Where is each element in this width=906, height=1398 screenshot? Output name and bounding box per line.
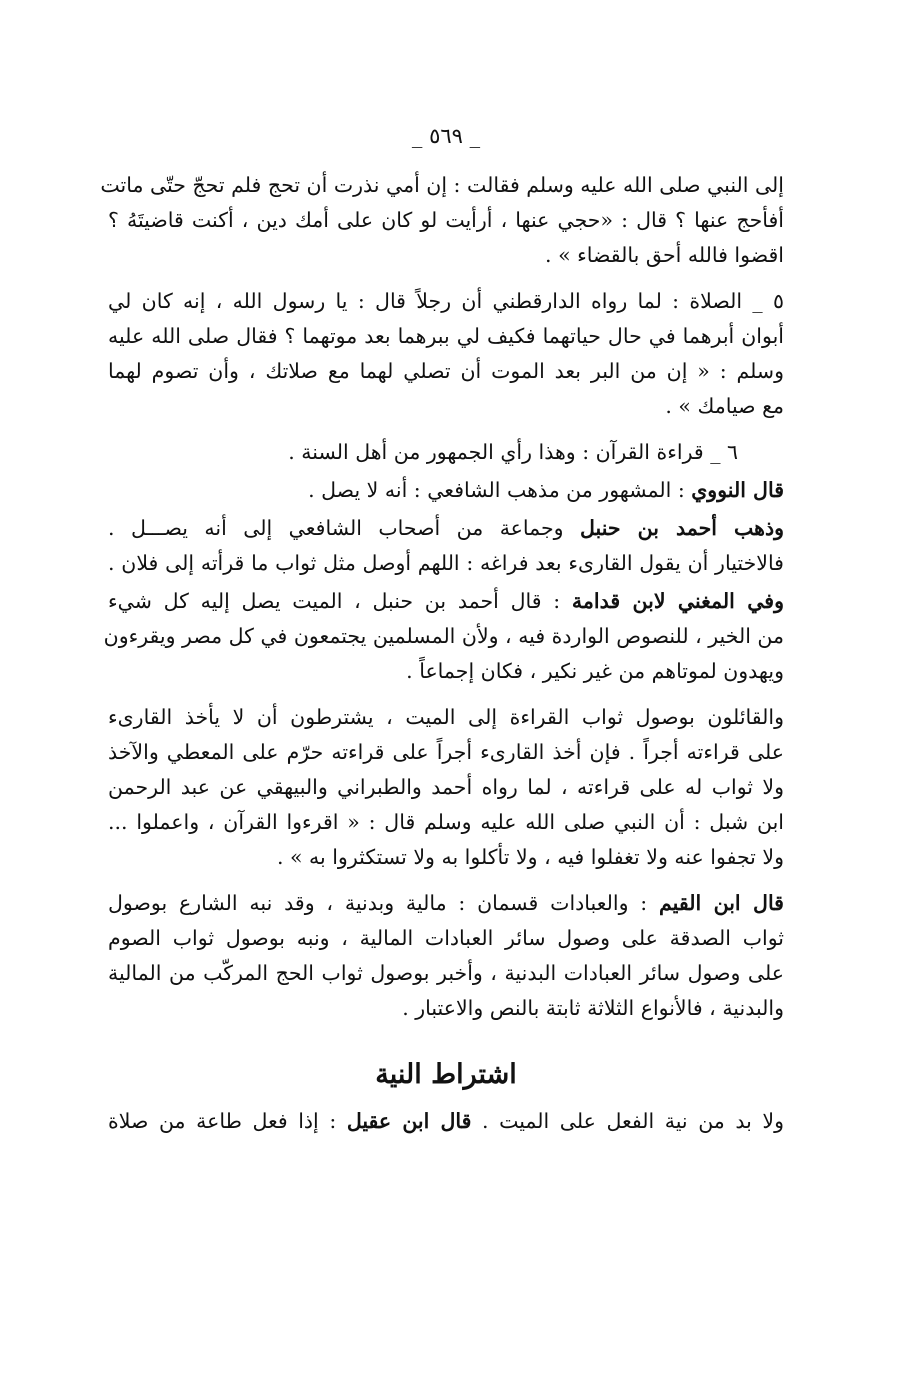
text-line: ٥ _ الصلاة : لما رواه الدارقطني أن رجلاً قال : يا رسول الله ، إنه كان لي — [108, 289, 784, 313]
text-line: ابن شبل : أن النبي صلى الله عليه وسلم قال : « اقرءوا القرآن ، واعملوا ... — [108, 810, 784, 834]
text-line: على قراءته أجراً . فإن أخذ القارىء أجراً على قراءته حرّم على المعطي والآخذ — [108, 740, 784, 764]
text-line: وسلم : « إن من البر بعد الموت أن تصلي لهما مع صلاتك ، وأن تصوم لهما — [108, 359, 784, 383]
paragraph-intention — [108, 1104, 784, 1139]
text-span: وجماعة من أصحاب الشافعي إلى أنه يصـــل . — [108, 516, 581, 540]
paragraph-prayer — [108, 284, 784, 424]
text-span: : قال أحمد بن حنبل ، الميت يصل إليه كل شيء — [108, 589, 572, 613]
text-line: مع صيامك » . — [665, 394, 784, 418]
paragraph-nawawi — [108, 473, 784, 508]
text-line: والقائلون بوصول ثواب القراءة إلى الميت ، يشترطون أن لا يأخذ القارىء — [108, 705, 784, 729]
text-line: ٦ _ قراءة القرآن : وهذا رأي الجمهور من أهل السنة . — [288, 440, 738, 464]
text-line: ولا ثواب له على قراءته ، لما رواه أحمد والطبراني والبيهقي عن عبد الرحمن — [108, 775, 784, 799]
section-heading: اشتراط النية — [375, 1059, 517, 1090]
text-line: أبوان أبرهما في حال حياتهما فكيف لي ببرهما بعد موتهما ؟ فقال صلى الله عليه — [108, 324, 784, 348]
text-line: ويهدون لموتاهم من غير نكير ، فكان إجماعاً . — [406, 659, 784, 683]
text-span: ولا بد من نية الفعل على الميت . — [471, 1109, 784, 1133]
paragraph-quran-reading — [108, 435, 784, 470]
page-number: _ ٥٦٩ _ — [411, 124, 481, 148]
text-line: من الخير ، للنصوص الواردة فيه ، ولأن المسلمين يجتمعون في كل مصر ويقرءون — [103, 624, 784, 648]
bold-phrase: قال ابن القيم — [659, 891, 784, 915]
text-line: فالاختيار أن يقول القارىء بعد فراغه : اللهم أوصل مثل ثواب ما قرأته إلى فلان . — [108, 551, 784, 575]
text-line: اقضوا فالله أحق بالقضاء » . — [545, 243, 784, 267]
text-span: : المشهور من مذهب الشافعي : أنه لا يصل . — [308, 478, 692, 502]
text-line: ثواب الصدقة على وصول سائر العبادات المالية ، ونبه بوصول ثواب الصوم — [108, 926, 784, 950]
paragraph-hajj-hadith — [100, 168, 784, 273]
text-line — [108, 1104, 784, 1139]
text-line: أفأحج عنها ؟ قال : «حجي عنها ، أرأيت لو كان على أمك دين ، أكنت قاضيتَهُ ؟ — [108, 208, 784, 232]
text-line: ولا تجفوا عنه ولا تغفلوا فيه ، ولا تأكلوا به ولا تستكثروا به » . — [276, 845, 784, 869]
text-line — [108, 886, 784, 921]
book-page — [100, 118, 784, 1150]
bold-phrase: قال النووي — [691, 478, 784, 502]
text-span: : والعبادات قسمان : مالية وبدنية ، وقد نبه الشارع بوصول — [108, 891, 660, 915]
text-line: والبدنية ، فالأنواع الثلاثة ثابتة بالنص والاعتبار . — [402, 996, 784, 1020]
text-line — [108, 473, 784, 508]
text-line: إلى النبي صلى الله عليه وسلم فقالت : إن أمي نذرت أن تحج فلم تحجّ حتّى ماتت — [100, 173, 784, 197]
text-line — [108, 584, 784, 619]
paragraph-ahmad — [108, 511, 784, 581]
bold-phrase: وذهب أحمد بن حنبل — [580, 516, 784, 540]
text-span: : إذا فعل طاعة من صلاة — [108, 1109, 347, 1133]
text-line: على وصول سائر العبادات البدنية ، وأخبر بوصول ثواب الحج المركّب من المالية — [108, 961, 784, 985]
bold-phrase: وفي المغني لابن قدامة — [571, 589, 784, 613]
paragraph-reciter-wage — [108, 700, 784, 875]
paragraph-mughni — [103, 584, 784, 689]
paragraph-ibn-qayyim — [108, 886, 784, 1026]
bold-phrase: قال ابن عقيل — [346, 1109, 472, 1133]
text-line — [108, 511, 784, 546]
